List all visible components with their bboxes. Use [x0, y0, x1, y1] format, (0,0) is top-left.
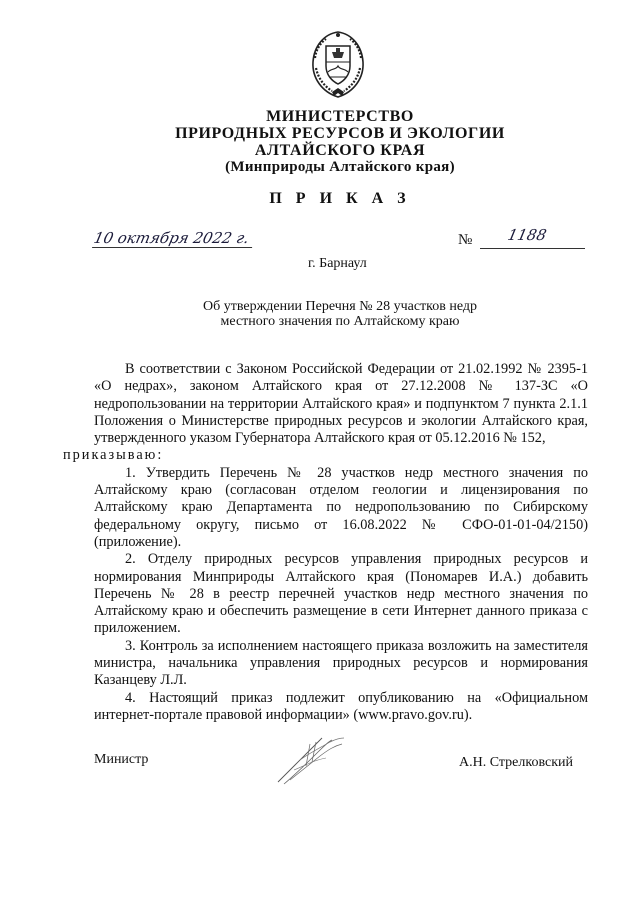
body-item-1: 1. Утвердить Перечень № 28 участков недр местного значения по Алтайскому краю (согласован отделом геологии и лицензирования по Алтайскому краю Департамента по недропользованию по Сибирскому федеральному округу, письмо от 16.08.2022 № СФО-01-01-04/2150) (приложение). [94, 464, 588, 550]
order-word: приказываю: [63, 447, 164, 464]
body-item-3: 3. Контроль за исполнением настоящего приказа возложить на заместителя министра, начальника управления природных ресурсов и нормирования Казанцеву Л.Л. [94, 637, 588, 689]
header-line1: МИНИСТЕРСТВО [266, 108, 414, 125]
signatory-name: А.Н. Стрелковский [459, 755, 573, 770]
body-intro-text: В соответствии с Законом Российской Федерации от 21.02.1992 № 2395-1 «О недрах», законом Алтайского края от 27.12.2008 № 137-ЗС «О недропользовании на территории Алтайского края» и подпунктом 7 пункта 2.1.1 Положения о Министерстве природных ресурсов и экологии Алтайского края, утвержденного указом Губернатора Алтайского края от 05.12.2016 № 152, [94, 361, 588, 447]
body-item-2: 2. Отделу природных ресурсов управления природных ресурсов и нормирования Минприроды Алтайского края (Пономарев И.А.) добавить Перечень № 28 в реестр перечней участков недр местного значения по Алтайскому краю и обеспечить размещение в сети Интернет данного приказа с приложением. [94, 551, 588, 637]
subject-line1: Об утверждении Перечня № 28 участков недр [202, 299, 478, 314]
handwritten-signature [270, 730, 360, 790]
order-number-label: № [458, 232, 473, 248]
signatory-title: Министр [94, 752, 149, 767]
subject-line2: местного значения по Алтайскому краю [220, 314, 460, 329]
body-item-4: 4. Настоящий приказ подлежит опубликованию на «Официальном интернет-портале правовой информации» (www.pravo.gov.ru). [94, 689, 588, 723]
coat-of-arms-icon [306, 28, 370, 100]
header-line3: АЛТАЙСКОГО КРАЯ [254, 142, 426, 159]
city-label: г. Барнаул [308, 256, 367, 271]
order-body [63, 361, 588, 724]
order-number: 1188 [506, 226, 549, 244]
header-line2: ПРИРОДНЫХ РЕСУРСОВ И ЭКОЛОГИИ [175, 125, 505, 142]
order-subject [150, 299, 530, 329]
order-title: П Р И К А З [269, 190, 411, 207]
order-date: 10 октября 2022 г. [92, 229, 256, 248]
order-number-line [480, 248, 585, 249]
body-intro [63, 361, 588, 465]
header-abbr: (Минприроды Алтайского края) [225, 159, 455, 175]
ministry-header [100, 108, 580, 176]
